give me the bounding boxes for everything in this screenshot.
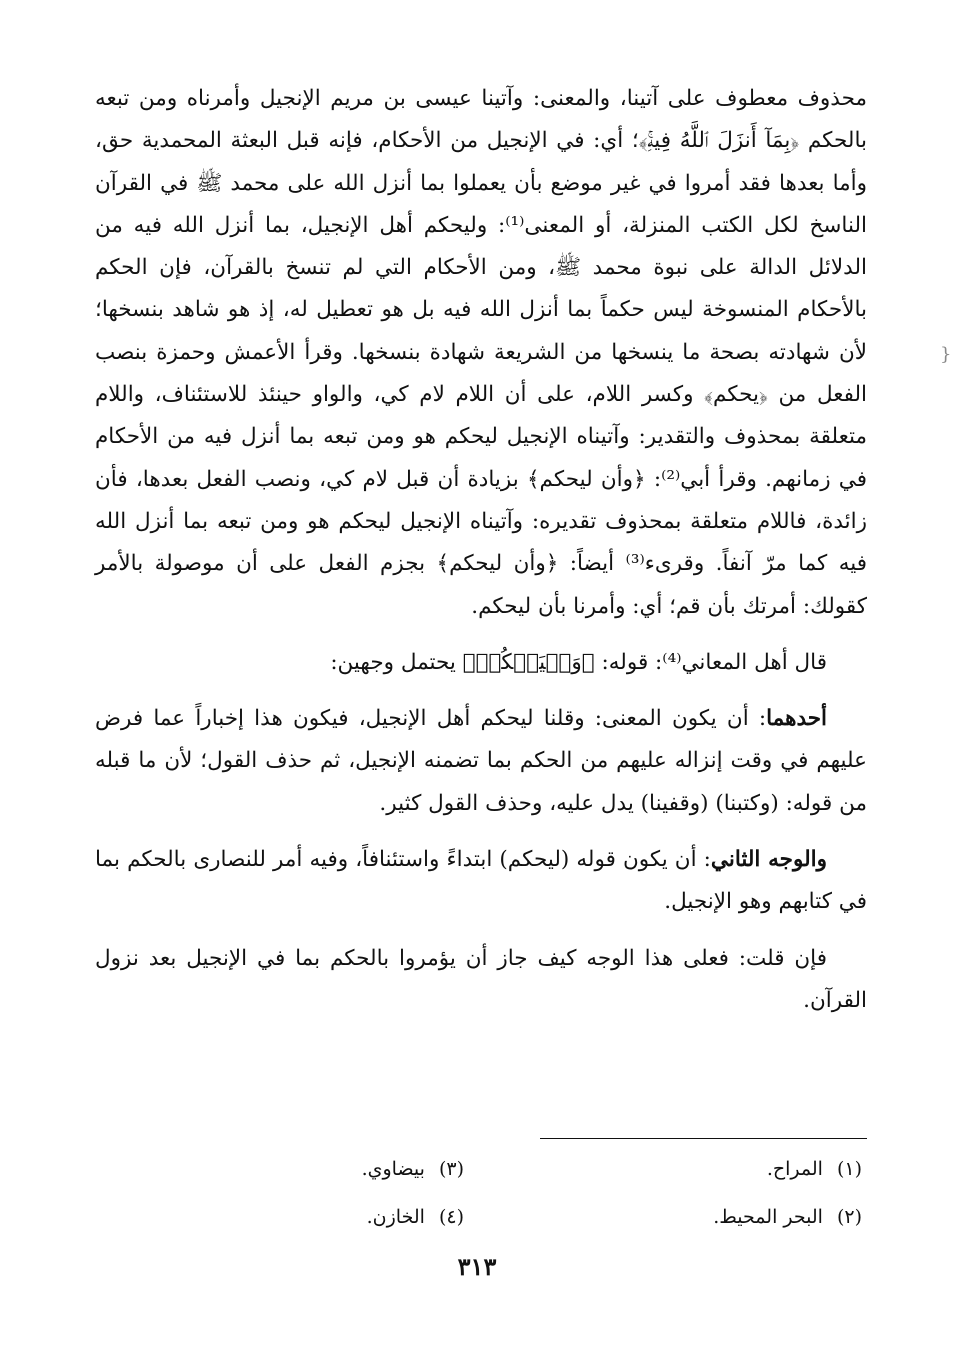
page-number: ٣١٣ bbox=[457, 1252, 497, 1281]
paragraph-4 bbox=[95, 839, 867, 924]
paragraph-3-text: : أن يكون المعنى: وقلنا ليحكم أهل الإنجيل، فيكون هذا إخباراً عما فرض عليهم في وقت إنزاله عليهم من الحكم بما تضمنه الإنجيل، ثم حذف القول؛ لأن ما قبله من قوله: (وكتبنا) (وقفينا) يدل عليه، وحذف القول كثير. bbox=[95, 706, 867, 816]
footnote-2-number: (٢) bbox=[836, 1206, 862, 1228]
footnote-2 bbox=[713, 1206, 862, 1228]
footnote-4-text: الخازن. bbox=[366, 1206, 425, 1228]
footnote-1 bbox=[767, 1158, 862, 1180]
footnote-2-text: البحر المحيط. bbox=[713, 1206, 823, 1228]
footnote-4 bbox=[367, 1206, 464, 1228]
paragraph-4-lead: والوجه الثاني bbox=[710, 847, 827, 873]
footnote-separator bbox=[540, 1138, 867, 1139]
margin-mark: } bbox=[940, 344, 952, 365]
footnote-3-text: بيضاوي. bbox=[361, 1158, 425, 1180]
footnote-4-number: (٤) bbox=[438, 1206, 464, 1228]
paragraph-4-text: : أن يكون قوله (ليحكم) ابتداءً واستئنافاً، وفيه أمر للنصارى بالحكم بما في كتابهم وهو الإنجيل. bbox=[95, 847, 867, 915]
main-text bbox=[95, 78, 867, 1022]
paragraph-2: قال أهل المعاني⁽⁴⁾: قوله: ﴿وَلۡيَحۡكُمۡ﴾ يحتمل وجهين: bbox=[330, 649, 827, 675]
footnote-3 bbox=[362, 1158, 464, 1180]
paragraph-3 bbox=[95, 698, 867, 825]
paragraph-1: محذوف معطوف على آتينا، والمعنى: وآتينا عيسى بن مريم الإنجيل وأمرناه ومن تبعه بالحكم ﴿بِمَآ أَنزَلَ ٱللَّهُ فِيهِۚ﴾؛ أي: في الإنجيل من الأحكام، فإنه قبل البعثة المحمدية حق، وأما بعدها فقد أمروا في غير موضع بأن يعملوا بما أنزل الله على محمد ﷺ في القرآن الناسخ لكل الكتب المنزلة، أو المعنى⁽¹⁾: وليحكم أهل الإنجيل، بما أنزل الله فيه من الدلائل الدالة على نبوة محمد ﷺ، ومن الأحكام التي لم تنسخ بالقرآن، فإن الحكم بالأحكام المنسوخة ليس حكماً بما أنزل الله فيه بل هو تعطيل له، إذ هو شاهد بنسخها؛ لأن شهادته بصحة ما ينسخها من الشريعة شهادة بنسخها. وقرأ الأعمش وحمزة بنصب الفعل من ﴿يحكم﴾ وكسر اللام، على أن اللام لام كي، والواو حينئذ للاستئناف، واللام متعلقة بمحذوف والتقدير: وآتيناه الإنجيل ليحكم هو ومن تبعه بما أنزل فيه من الأحكام في زمانهم. وقرأ أبي⁽²⁾: ﴿وأن ليحكم﴾ بزيادة أن قبل لام كي، ونصب الفعل بعدها، فأن زائدة، فاللام متعلقة بمحذوف تقديره: وآتيناه الإنجيل ليحكم هو ومن تبعه بما أنزل الله فيه كما مرّ آنفاً. وقرىء⁽³⁾ أيضاً: ﴿وأن ليحكم﴾ بجزم الفعل على أن موصولة بالأمر كقولك: أمرتك بأن قم؛ أي: وأمرنا بأن ليحكم. bbox=[95, 86, 868, 619]
footnote-3-number: (٣) bbox=[438, 1158, 464, 1180]
paragraph-5: فإن قلت: فعلى هذا الوجه كيف جاز أن يؤمروا بالحكم بما في الإنجيل بعد نزول القرآن. bbox=[95, 945, 867, 1013]
footnote-1-text: المراح. bbox=[766, 1158, 823, 1180]
paragraph-3-lead: أحدهما bbox=[766, 706, 827, 732]
footnote-1-number: (١) bbox=[836, 1158, 862, 1180]
